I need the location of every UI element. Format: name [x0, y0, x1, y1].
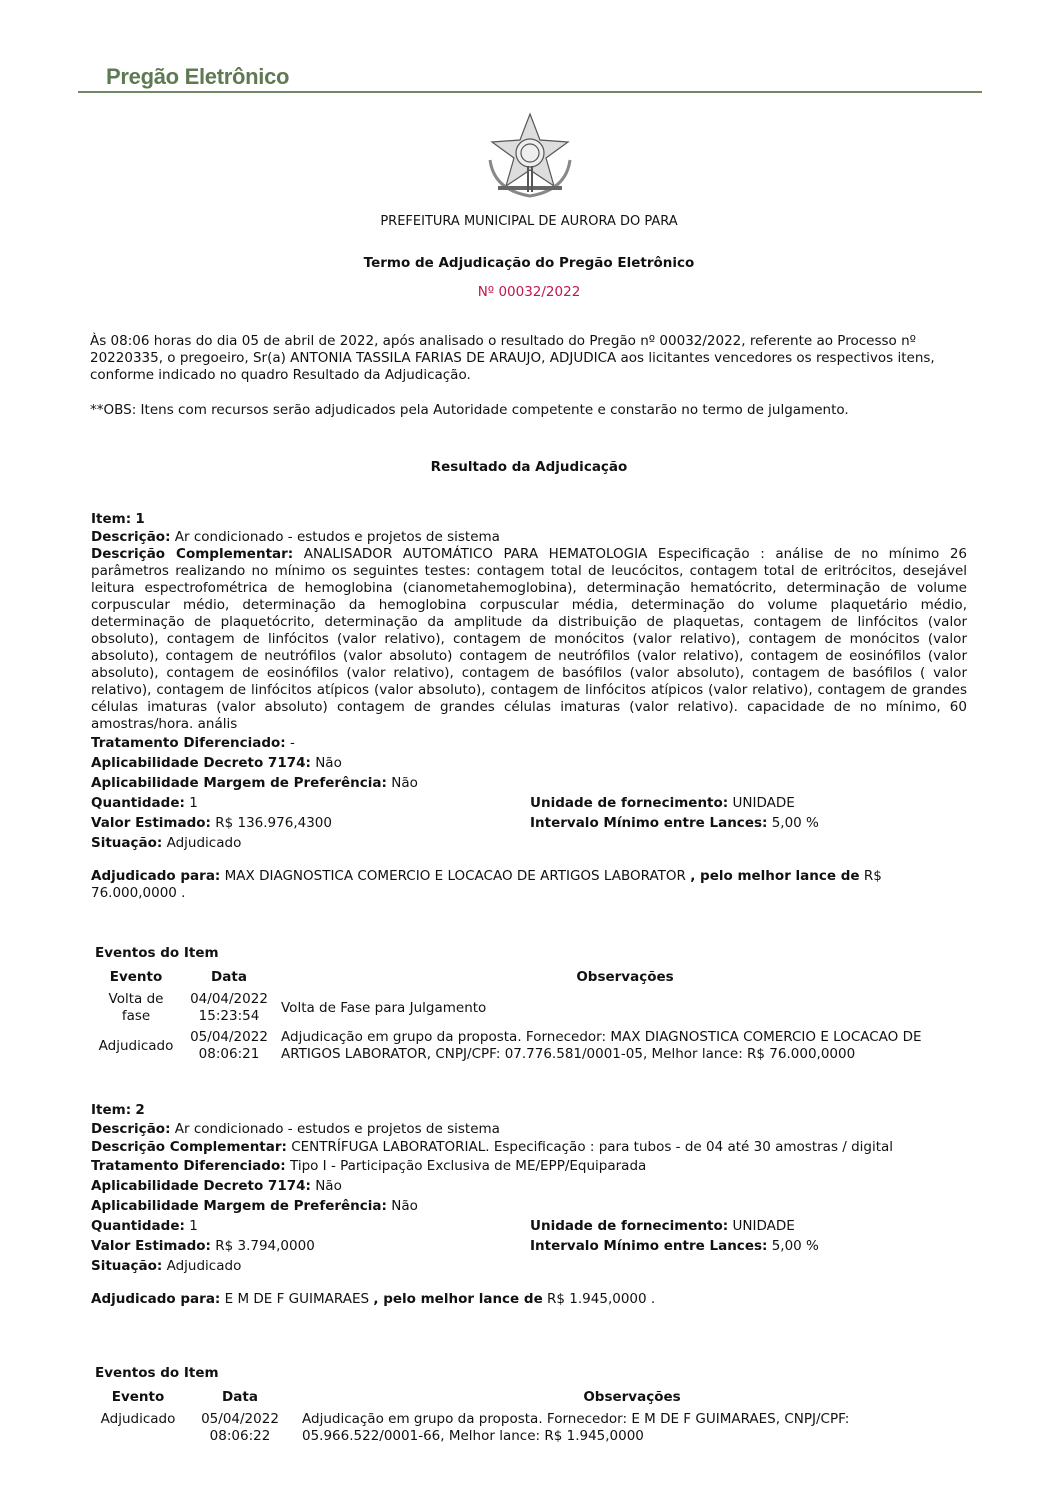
result-section-title: Resultado da Adjudicação: [430, 459, 628, 475]
item-label: Item:: [91, 511, 132, 527]
situacao-label: Situação:: [91, 1258, 163, 1274]
valor-value: R$ 3.794,0000: [215, 1238, 315, 1254]
margem-label: Aplicabilidade Margem de Preferência:: [91, 775, 387, 791]
adjudicado-para-label: Adjudicado para:: [91, 1291, 221, 1307]
data-cell: [186, 1409, 294, 1447]
brazil-coat-of-arms-icon: [480, 110, 580, 202]
intro-paragraph: Às 08:06 horas do dia 05 de abril de 2022, após analisado o resultado do Pregão nº 00032/2022, referente ao Processo nº 20220335, o pregoeiro, Sr(a) ANTONIA TASSILA FARIAS DE ARAUJO, ADJUDICA aos licitantes vencedores os respectivos itens, conforme indicado no quadro Resultado da Adjudicação.: [90, 333, 935, 383]
tratamento-label: Tratamento Diferenciado:: [91, 735, 286, 751]
col-observacoes: Observações: [583, 1389, 681, 1405]
header-divider: [78, 91, 982, 93]
situacao-label: Situação:: [91, 835, 163, 851]
obs-paragraph: **OBS: Itens com recursos serão adjudicados pela Autoridade competente e constarão no termo de julgamento.: [90, 402, 849, 418]
document-number: Nº 00032/2022: [477, 284, 581, 300]
tratamento-value: Tipo I - Participação Exclusiva de ME/EPP/Equiparada: [289, 1158, 647, 1174]
intervalo-value: 5,00 %: [771, 1238, 819, 1254]
table-row: [90, 1409, 970, 1447]
melhor-lance-value: R$ 76.000,0000 .: [91, 868, 882, 901]
margem-label: Aplicabilidade Margem de Preferência:: [91, 1198, 387, 1214]
descricao-value: Ar condicionado - estudos e projetos de sistema: [174, 1121, 500, 1137]
unidade-label: Unidade de fornecimento:: [530, 795, 729, 811]
margem-value: Não: [391, 1198, 418, 1214]
unidade-value: UNIDADE: [732, 1218, 795, 1234]
situacao-value: Adjudicado: [166, 1258, 242, 1274]
adjudicado-para-value: E M DE F GUIMARAES: [224, 1291, 370, 1307]
quantidade-label: Quantidade:: [91, 1218, 185, 1234]
event-date: 05/04/2022: [190, 1029, 268, 1045]
adjudicado-para-line: [91, 1291, 967, 1308]
col-data: Data: [211, 969, 247, 985]
obs-cell: Volta de Fase para Julgamento: [281, 999, 487, 1016]
valor-value: R$ 136.976,4300: [215, 815, 332, 831]
valor-label: Valor Estimado:: [91, 1238, 211, 1254]
descricao-comp-label: Descrição Complementar:: [91, 546, 294, 562]
valor-label: Valor Estimado:: [91, 815, 211, 831]
events-table: [90, 1385, 970, 1447]
decreto-label: Aplicabilidade Decreto 7174:: [91, 755, 311, 771]
document-title: Termo de Adjudicação do Pregão Eletrônico: [363, 255, 695, 271]
adjudicado-para-line: [91, 868, 967, 902]
unidade-label: Unidade de fornecimento:: [530, 1218, 729, 1234]
item-2: [91, 1101, 967, 1308]
quantidade-label: Quantidade:: [91, 795, 185, 811]
adjudicado-para-label: Adjudicado para:: [91, 868, 221, 884]
quantidade-value: 1: [189, 1218, 198, 1234]
page-header-title: Pregão Eletrônico: [106, 64, 290, 89]
col-observacoes: Observações: [576, 969, 674, 985]
descricao-value: Ar condicionado - estudos e projetos de sistema: [174, 529, 500, 545]
situacao-value: Adjudicado: [166, 835, 242, 851]
events-title: Eventos do Item: [95, 1365, 219, 1381]
evento-cell: Adjudicado: [98, 1037, 174, 1054]
data-cell: [180, 989, 278, 1027]
col-evento: Evento: [109, 969, 163, 985]
quantidade-value: 1: [189, 795, 198, 811]
unidade-value: UNIDADE: [732, 795, 795, 811]
melhor-lance-label: , pelo melhor lance de: [690, 868, 860, 884]
col-data: Data: [222, 1389, 258, 1405]
table-row: [92, 989, 972, 1027]
obs-cell: Adjudicação em grupo da proposta. Fornecedor: MAX DIAGNOSTICA COMERCIO E LOCACAO DE ARTIGOS LABORATOR, CNPJ/CPF: 07.776.581/0001-05, Melhor lance: R$ 76.000,0000: [281, 1029, 922, 1062]
organization-name: PREFEITURA MUNICIPAL DE AURORA DO PARA: [380, 214, 678, 229]
descricao-comp-value: ANALISADOR AUTOMÁTICO PARA HEMATOLOGIA Especificação : análise de no mínimo 26 parâmetros realizando no mínimo os seguintes testes: contagem total de leucócitos, contagem total de eritrócitos, desejável leitura espectrofométrica de hemoglobina (cianometahemoglobina), determinação hematócrito, determinação de volume corpuscular médio, determinação da hemoglobina corpuscular média, determinação do volume plaquetário médio, determinação de plaquetócrito, determinação da amplitude da distribuição de plaquetas, contagem de linfócitos (valor obsoluto), contagem de linfócitos (valor relativo), contagem de monócitos (valor relativo), contagem de monócitos (valor absoluto), contagem de neutrófilos (valor absoluto) contagem de neutrófilos (valor relativo), contagem de eosinófilos (valor absoluto), contagem de eosinófilos (valor relativo), contagem de basófilos (valor absoluto), contagem de basófilos ( valor relativo), contagem de linfócitos atípicos (valor absoluto), contagem de linfócitos atípicos (valor relativo), contagem de grandes células imaturas (valor absoluto) contagem de grandes células imaturas (valor relativo). capacidade de no mínimo, 60 amostras/hora. anális: [91, 546, 967, 732]
data-cell: [180, 1027, 278, 1065]
descricao-comp-value: CENTRÍFUGA LABORATORIAL. Especificação : para tubos - de 04 até 30 amostras / digital: [291, 1139, 894, 1155]
event-time: 08:06:21: [198, 1046, 260, 1062]
event-time: 08:06:22: [209, 1428, 271, 1444]
intervalo-value: 5,00 %: [771, 815, 819, 831]
descricao-label: Descrição:: [91, 529, 171, 545]
col-evento: Evento: [111, 1389, 165, 1405]
item-number: 2: [135, 1102, 145, 1118]
melhor-lance-label: , pelo melhor lance de: [373, 1291, 543, 1307]
descricao-comp-label: Descrição Complementar:: [91, 1139, 287, 1155]
event-date: 05/04/2022: [201, 1411, 279, 1427]
evento-cell: Adjudicado: [100, 1411, 176, 1427]
tratamento-label: Tratamento Diferenciado:: [91, 1158, 286, 1174]
events-title: Eventos do Item: [95, 945, 219, 961]
event-time: 15:23:54: [198, 1008, 260, 1024]
intervalo-label: Intervalo Mínimo entre Lances:: [530, 1238, 768, 1254]
table-row: [92, 1027, 972, 1065]
adjudicado-para-value: MAX DIAGNOSTICA COMERCIO E LOCACAO DE ARTIGOS LABORATOR: [224, 868, 686, 884]
evento-cell: Volta de fase: [108, 991, 164, 1024]
descricao-label: Descrição:: [91, 1121, 171, 1137]
event-date: 04/04/2022: [190, 991, 268, 1007]
item-label: Item:: [91, 1102, 132, 1118]
decreto-label: Aplicabilidade Decreto 7174:: [91, 1178, 311, 1194]
decreto-value: Não: [315, 1178, 342, 1194]
margem-value: Não: [391, 775, 418, 791]
melhor-lance-value: R$ 1.945,0000 .: [547, 1291, 656, 1307]
obs-cell: Adjudicação em grupo da proposta. Fornecedor: E M DE F GUIMARAES, CNPJ/CPF: 05.966.522/0001-66, Melhor lance: R$ 1.945,0000: [302, 1411, 850, 1444]
decreto-value: Não: [315, 755, 342, 771]
item-1: [91, 510, 967, 902]
intervalo-label: Intervalo Mínimo entre Lances:: [530, 815, 768, 831]
item-number: 1: [135, 511, 145, 527]
tratamento-value: -: [289, 735, 295, 751]
events-table: [92, 965, 972, 1065]
